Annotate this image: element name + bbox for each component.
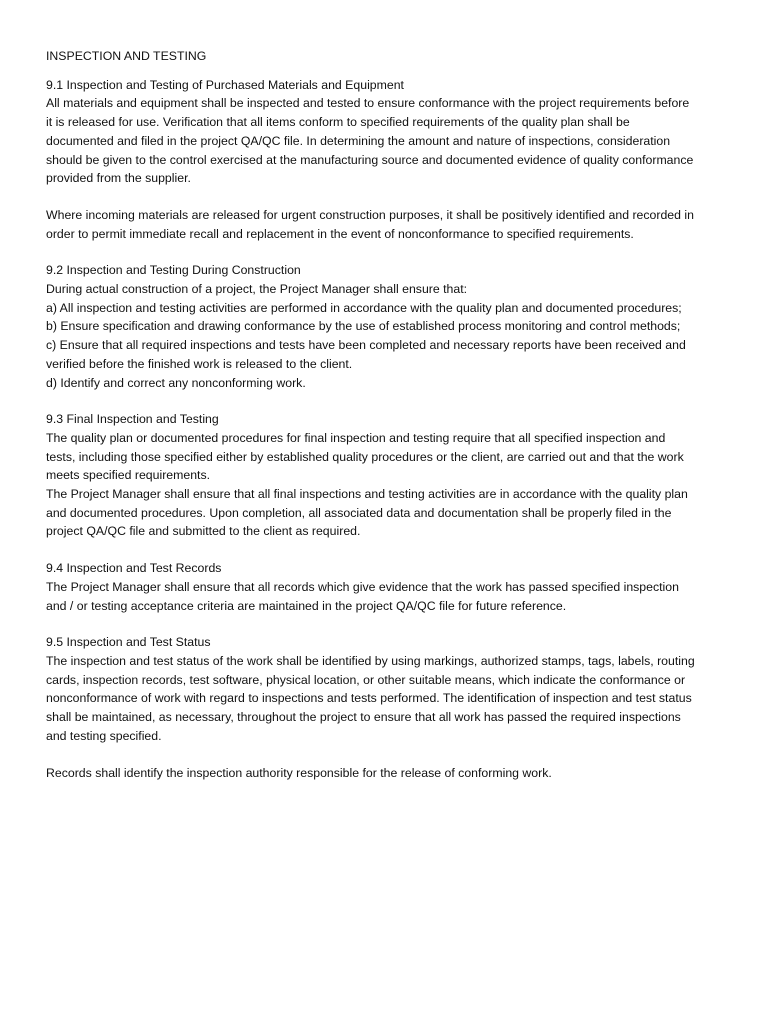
- section-paragraph: All materials and equipment shall be inspected and tested to ensure conformance with the project requirements before it is released for use. Verification that all items conform to specified requirements of the quality plan shall be documented and filed in the project QA/QC file. In determining the amount and nature of inspections, consideration should be given to the control exercised at the manufacturing source and documented evidence of quality conformance provided from the supplier.: [46, 96, 694, 186]
- list-item: c) Ensure that all required inspections and tests have been completed and necessary reports have been received and verified before the finished work is released to the client.: [46, 338, 686, 371]
- closing-paragraph: Records shall identify the inspection authority responsible for the release of conforming work.: [46, 765, 552, 780]
- section-paragraph: The inspection and test status of the work shall be identified by using markings, authorized stamps, tags, labels, routing cards, inspection records, test software, physical location, or other suitable means, which indicate the conformance or nonconformance of work with regard to inspections and tests performed. The identification of inspection and test status shall be maintained, as necessary, throughout the project to ensure that all work has passed the required inspections and testing specified.: [46, 653, 695, 743]
- section-paragraph: The Project Manager shall ensure that all records which give evidence that the work has passed specified inspection and / or testing acceptance criteria are maintained in the project QA/QC file for future reference.: [46, 579, 679, 613]
- section-paragraph: The Project Manager shall ensure that all final inspections and testing activities are in accordance with the quality plan and documented procedures. Upon completion, all associated data and documentation shall be properly filed in the project QA/QC file and submitted to the client as required.: [46, 487, 688, 539]
- section-9-3: [46, 410, 736, 541]
- section-intro: During actual construction of a project, the Project Manager shall ensure that:: [46, 282, 468, 297]
- section-heading: 9.3 Final Inspection and Testing: [46, 412, 219, 427]
- list-item: a) All inspection and testing activities are performed in accordance with the quality plan and documented procedures;: [46, 300, 682, 315]
- document-page: [46, 47, 736, 800]
- section-9-2: [46, 261, 736, 392]
- section-9-1: [46, 76, 736, 244]
- list-item: d) Identify and correct any nonconforming work.: [46, 375, 306, 390]
- section-9-5: [46, 633, 736, 782]
- list-item: b) Ensure specification and drawing conformance by the use of established process monitoring and control methods;: [46, 319, 681, 334]
- section-heading: 9.1 Inspection and Testing of Purchased Materials and Equipment: [46, 77, 404, 92]
- section-paragraph: Where incoming materials are released for urgent construction purposes, it shall be positively identified and recorded in order to permit immediate recall and replacement in the event of nonconformance to specified requirements.: [46, 207, 694, 241]
- section-paragraph: The quality plan or documented procedures for final inspection and testing require that all specified inspection and tests, including those specified either by established quality procedures or the client, are carried out and that the work meets specified requirements.: [46, 430, 684, 483]
- section-heading: 9.4 Inspection and Test Records: [46, 561, 222, 576]
- section-9-4: [46, 559, 736, 615]
- section-heading: 9.5 Inspection and Test Status: [46, 635, 211, 650]
- document-title: INSPECTION AND TESTING: [46, 49, 207, 63]
- section-heading: 9.2 Inspection and Testing During Construction: [46, 263, 301, 278]
